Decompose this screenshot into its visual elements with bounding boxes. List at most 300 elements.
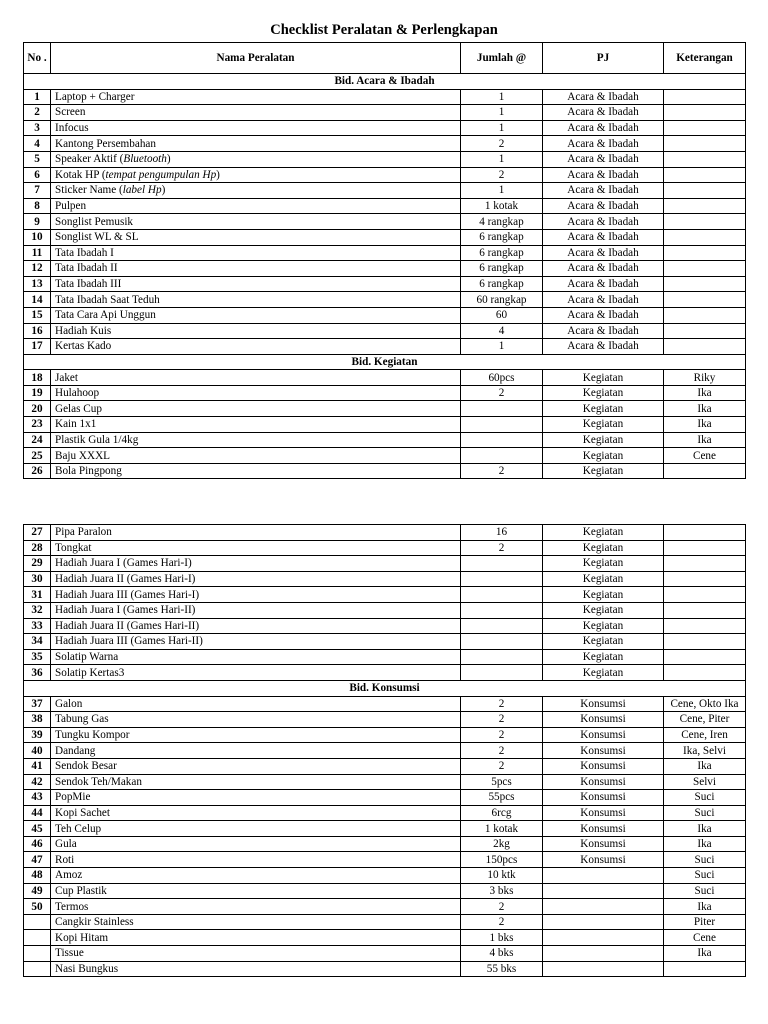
item-name-text: Jaket [55, 371, 78, 384]
item-name-text: Hadiah Kuis [55, 324, 112, 337]
item-name-text: Nasi Bungkus [55, 962, 119, 975]
item-note [664, 649, 746, 665]
item-name [51, 883, 461, 899]
item-name [51, 540, 461, 556]
item-name-text: Tata Ibadah I [55, 246, 114, 259]
table-row [24, 571, 746, 587]
item-pj: Kegiatan [543, 556, 664, 572]
item-quantity: 2 [461, 385, 543, 401]
item-quantity: 2 [461, 727, 543, 743]
item-note: Riky [664, 370, 746, 386]
item-note [664, 634, 746, 650]
item-name-text: Speaker Aktif ( [55, 153, 124, 166]
row-number: 47 [24, 852, 51, 868]
item-name [51, 571, 461, 587]
item-pj: Kegiatan [543, 649, 664, 665]
table-row [24, 120, 746, 136]
item-name-text: Hadiah Juara III (Games Hari-I) [55, 588, 200, 601]
item-name-italic: Bluetooth [123, 153, 167, 166]
item-pj: Kegiatan [543, 525, 664, 541]
row-number: 13 [24, 276, 51, 292]
table-body-page-2 [24, 525, 746, 977]
table-row [24, 198, 746, 214]
item-name-text: Pipa Paralon [55, 526, 112, 539]
item-note: Ika [664, 836, 746, 852]
item-pj: Acara & Ibadah [543, 339, 664, 355]
item-pj: Acara & Ibadah [543, 292, 664, 308]
item-pj: Kegiatan [543, 417, 664, 433]
table-row [24, 370, 746, 386]
item-pj: Konsumsi [543, 696, 664, 712]
item-quantity [461, 634, 543, 650]
item-name-text: Sendok Teh/Makan [55, 775, 142, 788]
item-name [51, 602, 461, 618]
item-name-text: Laptop + Charger [55, 90, 135, 103]
item-name-text: Cup Plastik [55, 884, 107, 897]
row-number: 41 [24, 758, 51, 774]
header-pj: PJ [543, 43, 664, 74]
item-note [664, 276, 746, 292]
item-note [664, 961, 746, 977]
row-number: 34 [24, 634, 51, 650]
item-name [51, 370, 461, 386]
item-name-text: Dandang [55, 744, 96, 757]
row-number: 17 [24, 339, 51, 355]
item-quantity: 1 kotak [461, 821, 543, 837]
table-row [24, 525, 746, 541]
row-number: 32 [24, 602, 51, 618]
item-note: Suci [664, 790, 746, 806]
item-name-text: Kopi Sachet [55, 806, 110, 819]
item-note: Ika, Selvi [664, 743, 746, 759]
item-name [51, 852, 461, 868]
item-note: Ika [664, 385, 746, 401]
table-row [24, 229, 746, 245]
row-number: 49 [24, 883, 51, 899]
section-row [24, 74, 746, 90]
row-number: 44 [24, 805, 51, 821]
item-quantity [461, 448, 543, 464]
item-quantity [461, 432, 543, 448]
row-number: 6 [24, 167, 51, 183]
item-name-text: Tabung Gas [55, 713, 109, 726]
item-note [664, 540, 746, 556]
item-name-text: Solatip Kertas3 [55, 666, 125, 679]
table-row [24, 665, 746, 681]
item-quantity: 60 [461, 307, 543, 323]
item-quantity: 16 [461, 525, 543, 541]
item-quantity: 1 [461, 183, 543, 199]
item-name-text: Bola Pingpong [55, 465, 122, 478]
row-number: 8 [24, 198, 51, 214]
item-name-text: PopMie [55, 791, 91, 804]
table-row [24, 556, 746, 572]
table-row [24, 214, 746, 230]
section-row [24, 354, 746, 370]
row-number: 24 [24, 432, 51, 448]
item-quantity: 6 rangkap [461, 261, 543, 277]
item-name-text: Tata Ibadah II [55, 262, 118, 275]
item-name-text: Roti [55, 853, 75, 866]
row-number: 12 [24, 261, 51, 277]
table-row [24, 961, 746, 977]
item-note: Cene [664, 930, 746, 946]
table-row [24, 743, 746, 759]
item-quantity [461, 571, 543, 587]
item-pj: Konsumsi [543, 727, 664, 743]
item-name [51, 743, 461, 759]
item-quantity [461, 417, 543, 433]
row-number: 1 [24, 89, 51, 105]
item-name-text: Pulpen [55, 200, 87, 213]
table-row [24, 587, 746, 603]
row-number: 26 [24, 463, 51, 479]
item-name [51, 774, 461, 790]
item-pj [543, 899, 664, 915]
item-quantity: 2 [461, 463, 543, 479]
item-pj: Acara & Ibadah [543, 151, 664, 167]
item-name [51, 463, 461, 479]
table-row [24, 417, 746, 433]
item-quantity: 6 rangkap [461, 276, 543, 292]
table-row [24, 292, 746, 308]
item-pj: Konsumsi [543, 852, 664, 868]
table-row [24, 136, 746, 152]
table-body-page-1 [24, 74, 746, 479]
item-pj [543, 883, 664, 899]
row-number: 10 [24, 229, 51, 245]
row-number: 45 [24, 821, 51, 837]
item-quantity: 2 [461, 899, 543, 915]
item-name-text: Hadiah Juara II (Games Hari-II) [55, 619, 200, 632]
header-qty: Jumlah @ [461, 43, 543, 74]
item-name [51, 198, 461, 214]
item-quantity [461, 401, 543, 417]
item-pj: Kegiatan [543, 587, 664, 603]
table-row [24, 649, 746, 665]
item-quantity: 2kg [461, 836, 543, 852]
row-number: 16 [24, 323, 51, 339]
row-number: 29 [24, 556, 51, 572]
item-note [664, 618, 746, 634]
item-quantity: 2 [461, 914, 543, 930]
item-note: Ika [664, 946, 746, 962]
table-row [24, 899, 746, 915]
item-name [51, 946, 461, 962]
item-name-text: Gula [55, 838, 77, 851]
item-quantity [461, 602, 543, 618]
item-quantity [461, 556, 543, 572]
item-name [51, 448, 461, 464]
item-note [664, 214, 746, 230]
item-name [51, 727, 461, 743]
item-name-text: Hadiah Juara I (Games Hari-II) [55, 604, 196, 617]
row-number: 35 [24, 649, 51, 665]
item-name [51, 276, 461, 292]
item-quantity: 6 rangkap [461, 229, 543, 245]
item-quantity: 5pcs [461, 774, 543, 790]
item-note [664, 105, 746, 121]
item-quantity: 1 bks [461, 930, 543, 946]
item-name-text: Tata Cara Api Unggun [55, 309, 156, 322]
item-name [51, 323, 461, 339]
item-note [664, 525, 746, 541]
item-note: Suci [664, 852, 746, 868]
item-name-suffix: ) [161, 184, 166, 197]
item-name-text: Hulahoop [55, 387, 100, 400]
item-note [664, 89, 746, 105]
item-note [664, 245, 746, 261]
item-quantity: 1 [461, 89, 543, 105]
item-quantity: 3 bks [461, 883, 543, 899]
item-name [51, 401, 461, 417]
table-row [24, 339, 746, 355]
item-pj: Konsumsi [543, 743, 664, 759]
row-number: 28 [24, 540, 51, 556]
item-note [664, 556, 746, 572]
item-quantity: 2 [461, 758, 543, 774]
row-number [24, 946, 51, 962]
item-note [664, 323, 746, 339]
item-pj: Konsumsi [543, 790, 664, 806]
table-row [24, 245, 746, 261]
row-number: 7 [24, 183, 51, 199]
table-row [24, 805, 746, 821]
checklist-table-page-1 [23, 42, 746, 479]
page-title: Checklist Peralatan & Perlengkapan [270, 22, 498, 38]
item-pj: Kegiatan [543, 665, 664, 681]
item-pj: Kegiatan [543, 602, 664, 618]
row-number [24, 930, 51, 946]
table-row [24, 868, 746, 884]
item-name [51, 214, 461, 230]
table-row [24, 946, 746, 962]
row-number: 38 [24, 712, 51, 728]
row-number: 19 [24, 385, 51, 401]
item-quantity: 150pcs [461, 852, 543, 868]
item-note: Ika [664, 401, 746, 417]
item-note [664, 261, 746, 277]
item-quantity: 55pcs [461, 790, 543, 806]
item-pj [543, 868, 664, 884]
table-row [24, 790, 746, 806]
item-name-text: Hadiah Juara I (Games Hari-I) [55, 557, 192, 570]
row-number [24, 914, 51, 930]
item-quantity: 4 bks [461, 946, 543, 962]
item-name-text: Kain 1x1 [55, 418, 97, 431]
row-number: 25 [24, 448, 51, 464]
item-name-text: Tata Ibadah Saat Teduh [55, 293, 160, 306]
item-note [664, 665, 746, 681]
item-name-suffix: ) [216, 168, 220, 181]
table-row [24, 602, 746, 618]
item-quantity: 2 [461, 167, 543, 183]
item-name [51, 417, 461, 433]
item-name [51, 649, 461, 665]
item-name [51, 836, 461, 852]
table-row [24, 712, 746, 728]
item-note: Cene, Piter [664, 712, 746, 728]
table-header-row [24, 43, 746, 74]
item-name [51, 712, 461, 728]
item-note: Suci [664, 883, 746, 899]
item-quantity [461, 618, 543, 634]
item-name-text: Kantong Persembahan [55, 137, 156, 150]
item-name [51, 307, 461, 323]
row-number [24, 961, 51, 977]
table-row [24, 634, 746, 650]
row-number: 15 [24, 307, 51, 323]
row-number: 18 [24, 370, 51, 386]
table-row [24, 151, 746, 167]
row-number: 9 [24, 214, 51, 230]
item-note: Cene, Iren [664, 727, 746, 743]
item-pj: Acara & Ibadah [543, 323, 664, 339]
item-name-text: Gelas Cup [55, 402, 102, 415]
item-pj: Acara & Ibadah [543, 276, 664, 292]
item-name-text: Teh Celup [55, 822, 102, 835]
item-name-text: Songlist Pemusik [55, 215, 134, 228]
item-pj: Acara & Ibadah [543, 105, 664, 121]
row-number: 11 [24, 245, 51, 261]
row-number: 31 [24, 587, 51, 603]
item-note [664, 136, 746, 152]
item-name-text: Solatip Warna [55, 651, 119, 664]
item-name [51, 183, 461, 199]
item-name [51, 758, 461, 774]
item-pj: Kegiatan [543, 540, 664, 556]
item-name [51, 696, 461, 712]
item-note: Suci [664, 805, 746, 821]
item-name [51, 790, 461, 806]
table-row [24, 385, 746, 401]
table-row [24, 463, 746, 479]
header-note: Keterangan [664, 43, 746, 74]
row-number: 33 [24, 618, 51, 634]
item-note: Cene, Okto Ika [664, 696, 746, 712]
item-note: Piter [664, 914, 746, 930]
item-quantity: 1 [461, 339, 543, 355]
item-quantity: 2 [461, 712, 543, 728]
item-quantity: 2 [461, 743, 543, 759]
row-number: 39 [24, 727, 51, 743]
table-row [24, 774, 746, 790]
item-note: Selvi [664, 774, 746, 790]
item-quantity: 2 [461, 540, 543, 556]
row-number: 46 [24, 836, 51, 852]
item-note: Ika [664, 432, 746, 448]
table-row [24, 930, 746, 946]
item-name [51, 805, 461, 821]
item-pj: Kegiatan [543, 463, 664, 479]
table-row [24, 852, 746, 868]
row-number: 3 [24, 120, 51, 136]
item-note: Ika [664, 821, 746, 837]
row-number: 20 [24, 401, 51, 417]
item-name-text: Tissue [55, 947, 84, 960]
row-number: 37 [24, 696, 51, 712]
table-row [24, 883, 746, 899]
item-quantity: 1 [461, 151, 543, 167]
item-pj: Kegiatan [543, 370, 664, 386]
item-name [51, 634, 461, 650]
item-pj: Acara & Ibadah [543, 120, 664, 136]
item-quantity: 6rcg [461, 805, 543, 821]
table-row [24, 696, 746, 712]
table-row [24, 618, 746, 634]
item-note [664, 167, 746, 183]
row-number: 27 [24, 525, 51, 541]
table-row [24, 323, 746, 339]
item-quantity: 2 [461, 136, 543, 152]
item-name-text: Infocus [55, 122, 89, 135]
row-number: 50 [24, 899, 51, 915]
item-pj: Konsumsi [543, 836, 664, 852]
row-number: 23 [24, 417, 51, 433]
item-quantity: 1 [461, 120, 543, 136]
item-name [51, 961, 461, 977]
item-pj: Acara & Ibadah [543, 198, 664, 214]
item-name [51, 914, 461, 930]
item-pj: Acara & Ibadah [543, 136, 664, 152]
section-title: Bid. Kegiatan [24, 354, 746, 370]
item-pj [543, 914, 664, 930]
item-name [51, 151, 461, 167]
item-name [51, 868, 461, 884]
item-note [664, 183, 746, 199]
item-name [51, 89, 461, 105]
table-row [24, 276, 746, 292]
table-row [24, 448, 746, 464]
row-number: 2 [24, 105, 51, 121]
item-note [664, 602, 746, 618]
item-name-text: Screen [55, 106, 86, 119]
item-pj: Acara & Ibadah [543, 261, 664, 277]
item-pj [543, 946, 664, 962]
table-row [24, 401, 746, 417]
item-quantity: 2 [461, 696, 543, 712]
table-row [24, 432, 746, 448]
item-name-text: Amoz [55, 869, 83, 882]
table-row [24, 261, 746, 277]
item-name [51, 556, 461, 572]
item-note [664, 151, 746, 167]
section-title: Bid. Acara & Ibadah [24, 74, 746, 90]
item-name [51, 292, 461, 308]
item-quantity: 10 ktk [461, 868, 543, 884]
item-name [51, 245, 461, 261]
row-number: 42 [24, 774, 51, 790]
table-row [24, 727, 746, 743]
item-name [51, 930, 461, 946]
item-name [51, 229, 461, 245]
item-note [664, 339, 746, 355]
item-pj: Konsumsi [543, 774, 664, 790]
table-row [24, 914, 746, 930]
item-name-text: Tongkat [55, 541, 92, 554]
row-number: 48 [24, 868, 51, 884]
item-note [664, 198, 746, 214]
item-name-text: Kertas Kado [55, 340, 112, 353]
item-note: Ika [664, 899, 746, 915]
item-quantity [461, 649, 543, 665]
item-quantity: 1 [461, 105, 543, 121]
item-name-text: Hadiah Juara II (Games Hari-I) [55, 573, 196, 586]
item-pj [543, 961, 664, 977]
item-pj: Acara & Ibadah [543, 167, 664, 183]
header-name: Nama Peralatan [51, 43, 461, 74]
item-name-text: Hadiah Juara III (Games Hari-II) [55, 635, 203, 648]
